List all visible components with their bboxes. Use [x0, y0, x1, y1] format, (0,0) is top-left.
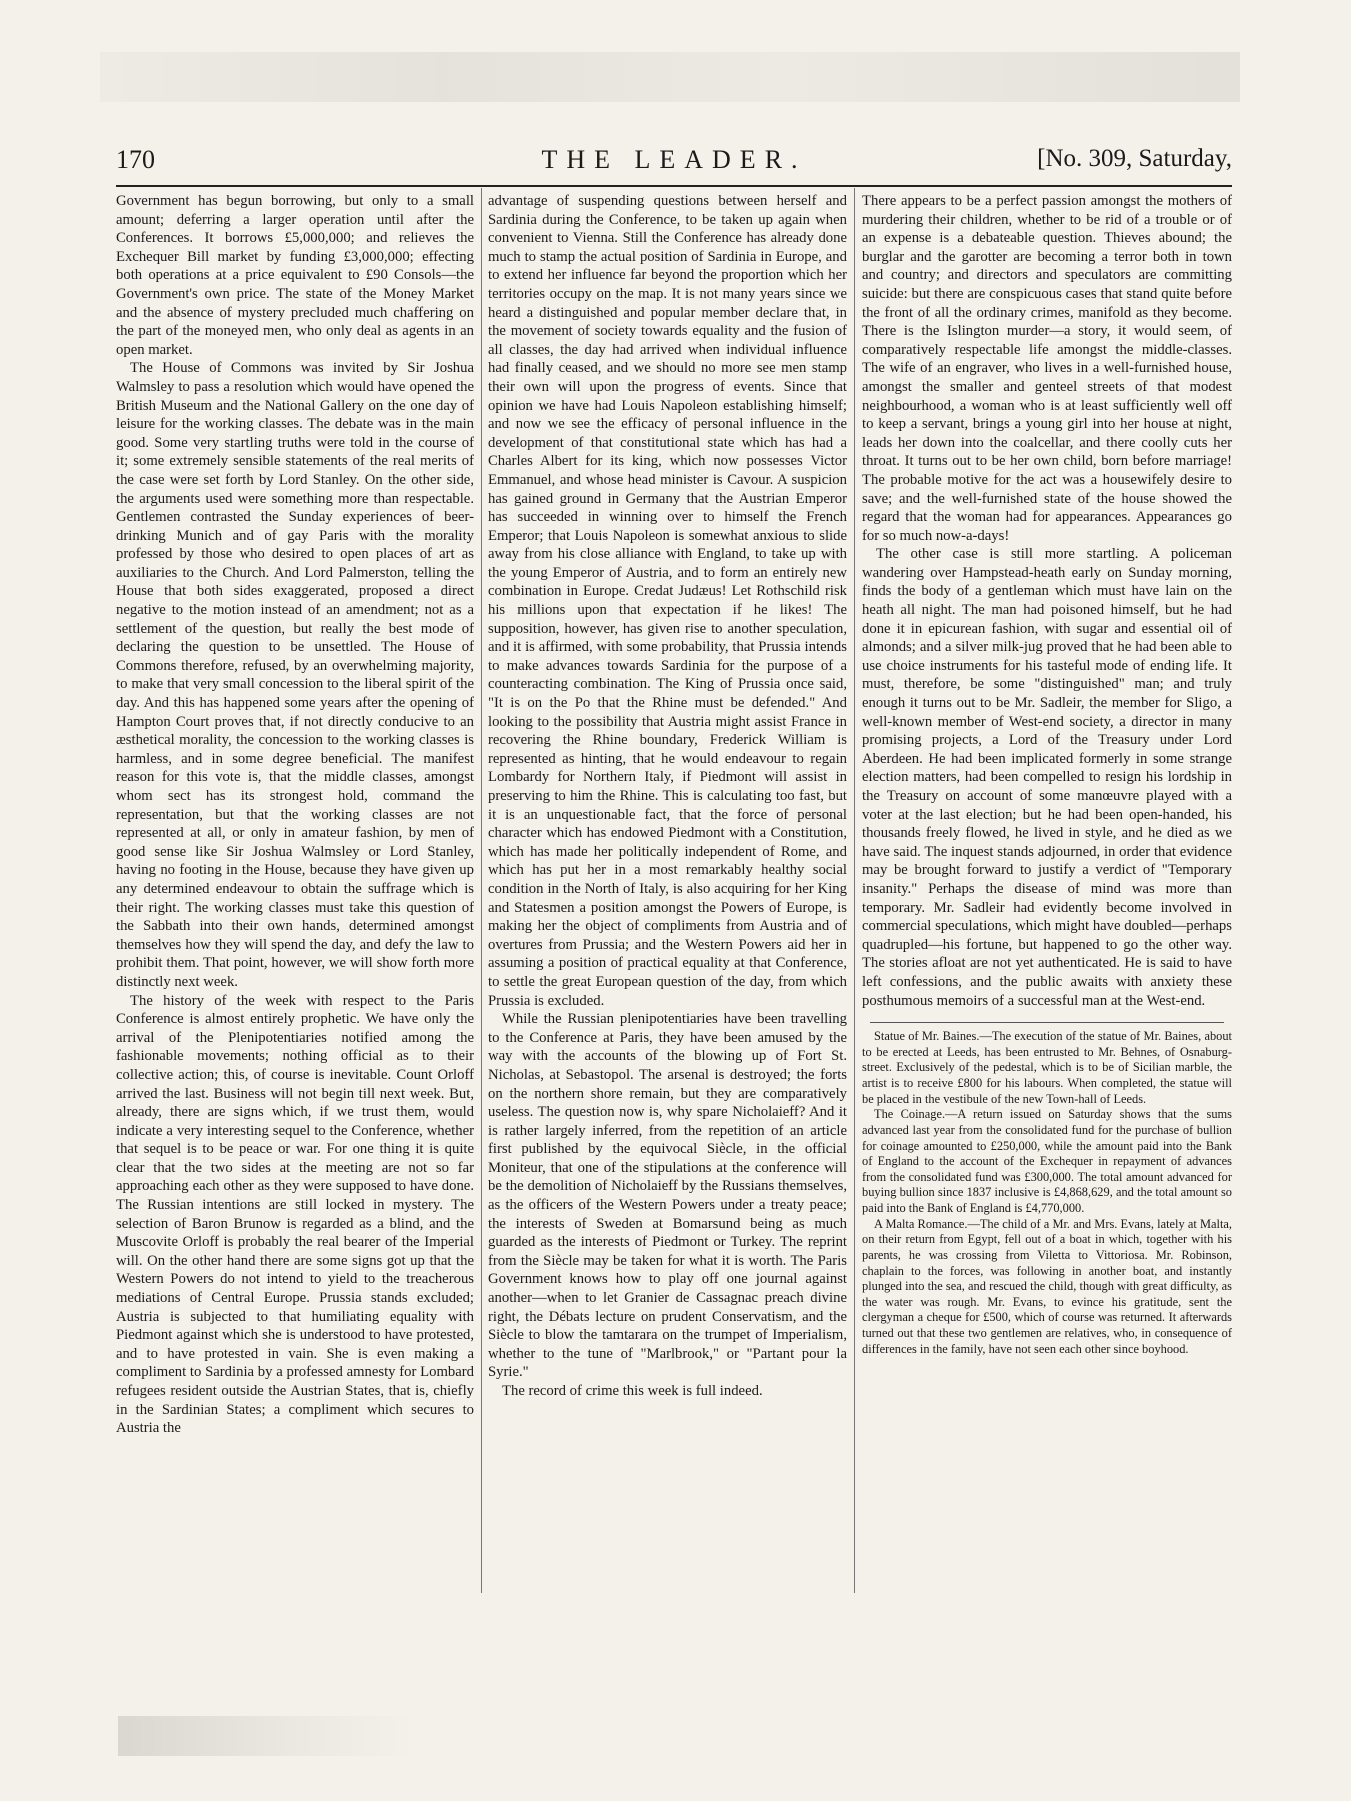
- issue-label: [No. 309, Saturday,: [1037, 145, 1232, 172]
- header-rule: [116, 185, 1232, 187]
- top-smudge: [100, 52, 1240, 102]
- column-2: [488, 192, 847, 1592]
- news-notes: [862, 1022, 1232, 1357]
- paragraph: The House of Commons was invited by Sir Joshua Walmsley to pass a resolution which would have opened the British Museum and the National Gallery on the one day of leisure for the working classes. The debate was in the main good. Some very startling truths were told in the course of it; some extremely sensible statements of the real merits of the case were set forth by Lord Stanley. On the other side, the arguments used were something more than respectable. Gentlemen contrasted the Sunday experiences of beer-drinking Munich and of gay Paris with the morality professed by those who desired to open places of art as auxiliaries to the Church. And Lord Palmerston, telling the House that both sides exaggerated, proposed a direct negative to the motion instead of an amendment; not as a settlement of the question, but really the best mode of declaring the question to be unsettled. The House of Commons therefore, refused, by an overwhelming majority, to make that very small concession to the liberal spirit of the day. And this has happened some years after the opening of Hampton Court proves that, if not directly conducive to an æsthetical morality, the concession to the working classes is harmless, and in some degree beneficial. The manifest reason for this vote is, that the middle classes, amongst whom sect has its strongest hold, command the representation, but that the working classes are not represented at all, or only in amateur fashion, by men of good sense like Sir Joshua Walmsley or Lord Stanley, having no footing in the House, because they have given up any determined endeavour to obtain the suffrage which is their right. The working classes must take this question of the Sabbath into their own hands, determined amongst themselves how they will spend the day, and defy the law to prohibit them. That point, however, we will show forth more distinctly next week.: [116, 360, 474, 990]
- column-divider: [854, 188, 855, 1593]
- paragraph: The history of the week with respect to the Paris Conference is almost entirely prophetic. We have only the arrival of the Plenipotentiaries notified among the fashionable movements; nothing official as to their collective action; this, of course is inevitable. Count Orloff arrived the last. Business will not begin till next week. But, already, there are signs which, if we trust them, would indicate a very interesting sequel to the Conference, whether that sequel is to be peace or war. For one thing it is quite clear that the two sides at the meeting are not so far approaching each other as they were supposed to have done. The Russian intentions are still locked in mystery. The selection of Baron Brunow is regarded as a blind, and the Muscovite Orloff is probably the real bearer of the Imperial will. On the other hand there are some signs got up that the Western Powers do not intend to yield to the treacherous mediations of Central Europe. Prussia stands excluded; Austria is subjected to that humiliating equality with Piedmont against which she is understood to have protested, and to have protested in vain. She is even making a compliment to Sardinia by a professed amnesty for Lombard refugees resident outside the Austrian States, that is, chiefly in the Sardinian States; a compliment which secures to Austria the: [116, 992, 474, 1437]
- column-3: [862, 192, 1232, 1592]
- paragraph: The record of crime this week is full indeed.: [502, 1383, 763, 1399]
- notes-separator: [870, 1022, 1224, 1023]
- page-header: [116, 145, 1232, 179]
- newspaper-title: THE LEADER.: [541, 145, 807, 174]
- paragraph: While the Russian plenipotentiaries have been travelling to the Conference at Paris, they have been amused by the way with the accounts of the blowing up of Fort St. Nicholas, at Sebastopol. The arsenal is destroyed; the forts on the northern shore remain, but they are comparatively useless. The question now is, why spare Nicholaieff? And it is rather largely inferred, from the repetition of an article first published by the equivocal Siècle, in the official Moniteur, that one of the stipulations at the conference will be the demolition of Nicholaieff by the Russians themselves, as the officers of the Western Powers under a treaty peace; the interests of Sweden at Bomarsund being as much guarded as the interests of Piedmont or Turkey. The reprint from the Siècle may be taken for what it is worth. The Paris Government knows how to play off one journal against another—when to let Granier de Cassagnac preach divine right, the Débats lecture on prudent Conservatism, and the Siècle to blow the tamtarara on the trumpet of Imperialism, whether to the tune of "Marlbrook," or "Partant pour la Syrie.": [488, 1011, 847, 1381]
- paragraph: Government has begun borrowing, but only to a small amount; deferring a larger operation until after the Conferences. It borrows £5,000,000; and relieves the Exchequer Bill market by funding £3,000,000; effecting both operations at a price equivalent to £90 Consols—the Government's own price. The state of the Money Market and the absence of mystery precluded much chaffering on the part of the moneyed men, who only deal as agents in an open market.: [116, 193, 474, 358]
- news-note: Statue of Mr. Baines.—The execution of the statue of Mr. Baines, about to be erected at Leeds, has been entrusted to Mr. Behnes, of Osnaburg-street. Exclusively of the pedestal, which is to be of Sicilian marble, the artist is to receive £800 for his labours. When completed, the statue will be placed in the vestibule of the new Town-hall of Leeds.: [862, 1029, 1232, 1106]
- paragraph: The other case is still more startling. A policeman wandering over Hampstead-heath early on Sunday morning, finds the body of a gentleman which must have lain on the heath all night. The man had poisoned himself, but he had done it in epicurean fashion, with sugar and essential oil of almonds; and a silver milk-jug proved that he had been able to use choice instruments for his tasteful mode of ending life. It must, therefore, be some "distinguished" man; and truly enough it turns out to be Mr. Sadleir, the member for Sligo, a well-known member of West-end society, a director in many promising projects, a Lord of the Treasury under Lord Aberdeen. He had been implicated formerly in some strange election matters, had been compelled to resign his lordship in the Treasury on account of some manœuvre played with a voter at the last election; but he had been open-handed, his thousands freely flowed, he lived in style, and he died as we have said. The inquest stands adjourned, in order that evidence may be brought forward to justify a verdict of "Temporary insanity." Perhaps the disease of mind was more than temporary. Mr. Sadleir had evidently become involved in commercial speculations, which might have doubled—perhaps quadrupled—his fortune, but happened to go the other way. The stories afloat are not yet authenticated. He is said to have left confessions, and the public awaits with anxiety these posthumous memoirs of a successful man at the West-end.: [862, 546, 1232, 1009]
- column-divider: [481, 188, 482, 1593]
- paragraph: advantage of suspending questions between herself and Sardinia during the Conference, to be taken up again when convenient to Vienna. Still the Conference has already done much to stamp the actual position of Sardinia in Europe, and to extend her influence far beyond the proportion which her territories occupy on the map. It is not many years since we heard a distinguished and popular member declare that, in the movement of society towards equality and the fusion of all classes, the day had arrived when individual influence had finally ceased, and we should no more see men stamp their own will upon the progress of events. Since that opinion we have had Louis Napoleon establishing himself; and now we see the efficacy of personal influence in the development of that constitutional state which has had a Charles Albert for its king, which now possesses Victor Emmanuel, and whose head minister is Cavour. A suspicion has gained ground in Germany that the Austrian Emperor has succeeded in winning over to himself the French Emperor; that Louis Napoleon is somewhat anxious to slide away from his close alliance with England, to take up with the young Emperor of Austria, and to form an entirely new combination in Europe. Credat Judæus! Let Rothschild risk his millions upon that expectation if he likes! The supposition, however, has given rise to another speculation, and it is affirmed, with some probability, that Prussia intends to make advances towards Sardinia for the purpose of a counteracting combination. The King of Prussia once said, "It is on the Po that the Rhine must be defended." And looking to the possibility that Austria might assist France in recovering the Rhine boundary, Frederick William is represented as hinting, that he would endeavour to regain Lombardy for Northern Italy, if Piedmont will assist in preserving to him the Rhine. This is calculating too fast, but it is an unquestionable fact, that the force of personal character which has endowed Piedmont with a Constitution, which has made her politically independent of Rome, and which has put her in a most remarkably healthy social condition in the North of Italy, is also acquiring for her King and Statesmen a position amongst the Powers of Europe, is making her the object of compliments from Austria and of overtures from Prussia; and the Western Powers aid her in assuming a position of practical equality at that Conference, to settle the great European question of the day, from which Prussia is excluded.: [488, 193, 847, 1009]
- column-1: [116, 192, 474, 1592]
- paragraph: There appears to be a perfect passion amongst the mothers of murdering their children, whether to be rid of a trouble or of an expense is a debateable question. Thieves abound; the burglar and the garotter are becoming a terror both in town and country; and directors and speculators are committing suicide: but there are conspicuous cases that stand quite before the front of all the ordinary crimes, manifold as they become. There is the Islington murder—a story, it would seem, of comparatively respectable life amongst the middle-classes. The wife of an engraver, who lives in a well-furnished house, amongst the smaller and genteel streets of that modest neighbourhood, a woman who is at least sufficiently well off to keep a servant, brings a young girl into her house at night, leads her down into the coalcellar, and there coolly cuts her throat. It turns out to be her own child, born before marriage! The probable motive for the act was a housewifely desire to save; and the well-furnished state of the house showed the regard that the woman had for appearances. Appearances go for so much now-a-days!: [862, 193, 1232, 544]
- news-note: A Malta Romance.—The child of a Mr. and Mrs. Evans, lately at Malta, on their return from Egypt, fell out of a boat in which, together with his parents, he was crossing from Viletta to Vittoriosa. Mr. Robinson, chaplain to the forces, was following in another boat, and instantly plunged into the sea, and rescued the child, though with great difficulty, as the water was rough. Mr. Evans, to evince his gratitude, sent the clergyman a cheque for £500, which of course was returned. It afterwards turned out that these two gentlemen are relatives, who, in consequence of differences in the family, have not seen each other since boyhood.: [862, 1216, 1232, 1356]
- bottom-smudge: [118, 1716, 418, 1756]
- page-number: 170: [116, 145, 155, 174]
- news-note: The Coinage.—A return issued on Saturday shows that the sums advanced last year from the consolidated fund for the purchase of bullion for coinage amounted to £250,000, while the amount paid into the Bank of England to the account of the Exchequer in repayment of advances from the consolidated fund was £300,000. The total amount advanced for buying bullion since 1837 inclusive is £4,868,629, and the total amount so paid into the Bank of England is £4,770,000.: [862, 1107, 1232, 1215]
